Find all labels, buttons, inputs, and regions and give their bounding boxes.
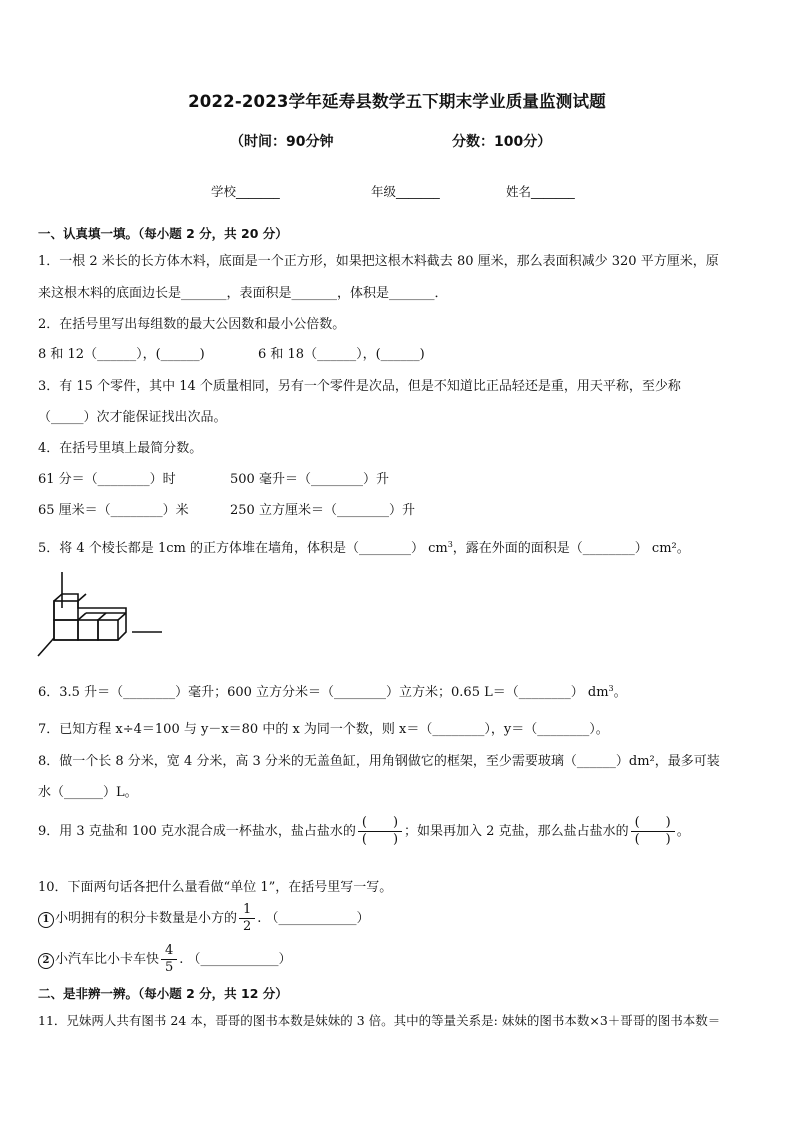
q10-item-2-number: 2 [38,953,54,969]
section-2-heading: 二、是非辨一辨。（每小题 2 分，共 12 分） [38,986,288,1001]
q4-prompt: 4．在括号里填上最简分数。 [38,441,203,456]
q5-text-b: ，露在外面的面积是（________） cm²。 [452,541,690,556]
q8-line2: 水（______）L。 [38,785,138,800]
q10-item-1-text: 小明拥有的积分卡数量是小方的 [55,911,238,926]
q9-fraction-2-denominator: ( ) [634,832,671,847]
q9-fraction-2 [631,815,675,848]
q10-item-1 [38,902,370,935]
q10-item-2-text: 小汽车比小卡车快 [55,952,160,967]
q5-exponent: 3 [447,540,453,549]
section-1-heading: 一、认真填一填。（每小题 2 分，共 20 分） [38,226,288,241]
q10-item-2-end: . （____________） [179,952,292,967]
exam-title: 2022-2023学年延寿县数学五下期末学业质量监测试题 [188,92,606,111]
q9-fraction-2-numerator: ( ) [631,815,675,832]
q2-part-b: 6 和 18（______），(______) [258,347,425,362]
q2-part-a: 8 和 12（______），(______) [38,347,205,362]
q9-fraction-1-denominator: ( ) [361,832,399,847]
q10-item-2 [38,943,292,976]
q5-text-a: 5．将 4 个棱长都是 1cm 的正方体堆在墙角，体积是（________） cm [38,541,448,556]
q9-text [38,815,690,848]
q4-part-a: 61 分＝（________）时 [38,472,176,487]
exam-score: 分数：100分） [452,134,552,150]
q10-item-1-end: . （____________） [257,911,370,926]
q5-text [38,537,690,556]
q4-part-b: 500 毫升＝（________）升 [230,472,389,487]
q1-line2: 来这根木料的底面边长是_______，表面积是_______，体积是_______． [38,286,448,301]
q10-item-1-fraction [239,902,255,935]
q10-prompt: 10．下面两句话各把什么量看做“单位 1”，在括号里写一写。 [38,880,393,895]
q10-item-1-fraction-denominator: 2 [243,919,252,934]
q10-item-1-number: 1 [38,912,54,928]
q10-item-2-fraction-denominator: 5 [165,960,174,975]
q9-text-b: ；如果再加入 2 克盐，那么盐占盐水的 [404,824,629,839]
q2-prompt: 2．在括号里写出每组数的最大公因数和最小公倍数。 [38,317,346,332]
q9-text-a: 9．用 3 克盐和 100 克水混合成一杯盐水，盐占盐水的 [38,824,356,839]
q7-text: 7．已知方程 x÷4＝100 与 y－x＝80 中的 x 为同一个数，则 x＝（________），y＝（________）。 [38,722,609,737]
q9-fraction-1 [358,815,402,848]
q4-part-c: 65 厘米＝（________）米 [38,503,189,518]
q3-line2: （_____）次才能保证找出次品。 [38,410,227,425]
q9-end: 。 [676,824,690,839]
q6-exponent: 3 [608,684,614,693]
q10-item-1-fraction-numerator: 1 [239,902,255,919]
q11-text: 11．兄妹两人共有图书 24 本，哥哥的图书本数是妹妹的 3 倍。其中的等量关系是: 妹妹的图书本数×3＋哥哥的图书本数＝ [38,1013,721,1028]
q10-item-2-fraction-numerator: 4 [161,943,177,960]
q4-part-d: 250 立方厘米＝（________）升 [230,503,415,518]
q6-end: 。 [613,685,627,700]
q10-item-2-fraction [161,943,177,976]
exam-time: （时间：90分钟 [230,134,334,150]
cube-corner-figure [34,568,166,660]
q8-line1: 8．做一个长 8 分米，宽 4 分米，高 3 分米的无盖鱼缸，用角钢做它的框架，至少需要玻璃（______）dm²，最多可装 [38,754,720,769]
q3-line1: 3．有 15 个零件，其中 14 个质量相同，另有一个零件是次品，但是不知道比正品轻还是重，用天平称，至少称 [38,379,681,394]
name-field: 姓名_______ [506,184,575,199]
q6-body: 6．3.5 升＝（________）毫升；600 立方分米＝（________）立方米；0.65 L＝（________） dm [38,685,609,700]
q6-text [38,681,627,700]
q9-fraction-1-numerator: ( ) [358,815,402,832]
school-field: 学校_______ [211,184,280,199]
grade-field: 年级_______ [371,184,440,199]
q1-line1: 1．一根 2 米长的长方体木料，底面是一个正方形，如果把这根木料截去 80 厘米，那么表面积减少 320 平方厘米，原 [38,254,719,269]
